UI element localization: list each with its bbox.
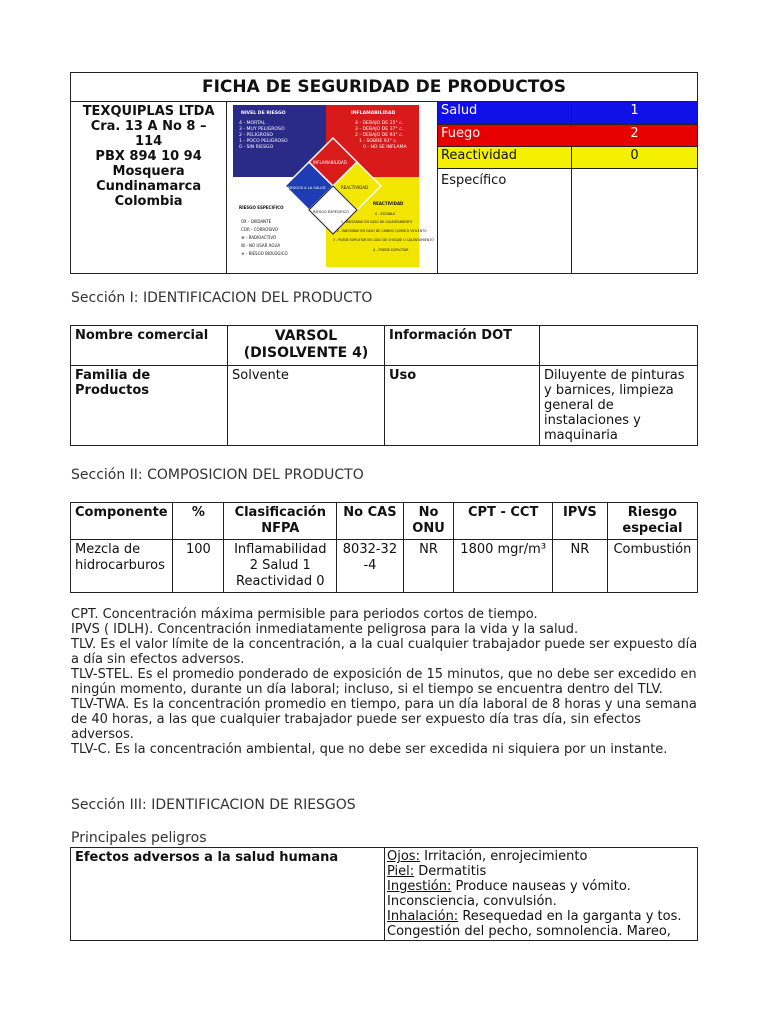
col-cas: No CAS [337,503,403,540]
label-inflam: INFLAMABILIDAD [313,160,348,165]
esp-item: W - NO USAR AGUA [241,243,281,248]
cell-riesgo: Combustión [607,540,697,593]
effect-value: Dermatitis [414,864,487,879]
effect-key: Ojos: [387,849,420,864]
nfpa-row-fuego [438,124,697,146]
esp-item: OX - OXIDANTE [241,219,272,224]
effect-key: Piel: [387,864,415,879]
abbreviation-notes [71,607,701,757]
inflam-item: 0 - NO SE INFLAMA [363,145,407,150]
cell-cpt: 1800 mgr/m³ [454,540,552,593]
salud-label: Efectos adversos a la salud humana [71,848,385,941]
nivel-item: 4 - MORTAL [239,121,266,126]
effect-key: Ingestión: [387,879,452,894]
note-tlv-stel: TLV-STEL. Es el promedio ponderado de exposición de 15 minutos, que no debe ser excedido en ningún momento, durante un día laboral; incluso, si el tiempo se encuentra dentro del TLV. [71,667,697,697]
company-state: Cundinamarca [96,179,202,194]
product-id-table [70,325,698,446]
document-title: FICHA DE SEGURIDAD DE PRODUCTOS [71,73,698,102]
nivel-item: 0 - SIN RIESGO [239,145,274,150]
react-item: 3 - PUEDE EXPLOTAR EN CASO DE CHOQUE O CALENTAMIENTO [333,238,434,242]
familia-value: Solvente [228,366,385,446]
col-porcentaje: % [173,503,224,540]
note-cpt: CPT. Concentración máxima permisible para periodos cortos de tiempo. [71,607,538,622]
cell-porcentaje: 100 [173,540,224,593]
col-onu: No ONU [403,503,454,540]
effect-ingestion [387,879,695,909]
section-2-heading: Sección II: COMPOSICION DEL PRODUCTO [71,467,364,483]
effect-value: Resequedad en la garganta y tos. Congestión del pecho, somnolencia. Mareo, [387,909,682,939]
effect-piel [387,864,695,879]
familia-label: Familia de Productos [71,366,228,446]
effect-key: Inhalación: [387,909,459,924]
uso-value: Diluyente de pinturas y barnices, limpieza general de instalaciones y maquinaria [540,366,698,446]
nfpa-label: Reactividad [438,146,572,168]
company-country: Colombia [114,194,183,209]
note-tlv-c: TLV-C. Es la concentración ambiental, que no debe ser excedida ni siquiera por un instante. [71,742,668,757]
header-table [70,72,698,274]
col-ipvs: IPVS [552,503,607,540]
company-name: TEXQUIPLAS LTDA [82,104,215,119]
salud-effects [385,848,698,941]
note-ipvs: IPVS ( IDLH). Concentración inmediatamente peligrosa para la vida y la salud. [71,622,579,637]
inflam-title: INFLAMABILIDAD [351,111,396,116]
nfpa-value: 0 [571,146,697,168]
note-tlv-twa: TLV-TWA. Es la concentración promedio en tiempo, para un día laboral de 8 horas y una semana de 40 horas, a las que cualquier trabajador puede ser expuesto día tras día, sin efectos adversos. [71,697,697,742]
nfpa-label: Fuego [438,124,572,146]
col-riesgo: Riesgo especial [607,503,697,540]
react-item: 0 - ESTABLE [375,212,396,216]
nivel-item: 2 - PELIGROSO [239,133,274,138]
nivel-item: 1 - POCO PELIGROSO [239,139,288,144]
nfpa-value: 1 [571,102,697,124]
label-esp: RIESGO ESPECIFICO [313,210,350,214]
effect-value: Irritación, enrojecimiento [419,849,588,864]
composition-table [70,502,698,593]
nombre-label: Nombre comercial [71,326,228,366]
nfpa-ratings-cell [437,102,697,274]
nfpa-diamond-image [233,105,434,267]
company-info [71,102,227,274]
inflam-item: 1 - SOBRE 93° c. [359,139,398,144]
composition-row [71,540,698,593]
esp-item: ☢ - RADIOACTIVO [241,235,277,240]
cell-cas: 8032-32-4 [337,540,403,593]
esp-item: COR - CORROSIVO [241,227,279,232]
nivel-item: 3 - MUY PELIGROSO [239,127,285,132]
nombre-value: VARSOL (DISOLVENTE 4) [228,326,385,366]
nfpa-diamond-cell [227,102,438,274]
cell-clasificacion: Inflamabilidad 2 Salud 1 Reactividad 0 [224,540,337,593]
col-clasificacion: Clasificación NFPA [224,503,337,540]
dot-value [540,326,698,366]
react-title: REACTIVIDAD [373,201,404,206]
label-react: REACTIVIDAD [341,185,369,190]
nfpa-ratings-table [438,102,697,273]
principales-peligros-heading: Principales peligros [71,830,207,846]
nfpa-label: Salud [438,102,572,124]
react-item: 2 - INESTABLE EN CASO DE CAMBIO QUIMICO VIOLENTO [337,229,427,233]
cell-onu: NR [403,540,454,593]
col-componente: Componente [71,503,173,540]
nfpa-row-especifico [438,168,697,273]
nfpa-row-salud [438,102,697,124]
label-salud: RIESGOS A LA SALUD [287,186,326,190]
esp-item: ☣ - RIESGO BIOLOGICO [241,251,288,256]
nfpa-value [571,168,697,273]
section-3-heading: Sección III: IDENTIFICACION DE RIESGOS [71,797,356,813]
uso-label: Uso [385,366,540,446]
cell-ipvs: NR [552,540,607,593]
nfpa-label: Específico [438,168,572,273]
col-cpt: CPT - CCT [454,503,552,540]
note-tlv: TLV. Es el valor límite de la concentración, a la cual cualquier trabajador puede ser expuesto día a día sin efectos adversos. [71,637,698,667]
react-item: 1 - INESTABLE EN CASO DE CALENTAMIENTO [341,220,413,224]
effect-inhalacion [387,909,695,939]
effect-ojos [387,849,695,864]
company-city: Mosquera [112,164,185,179]
company-address: Cra. 13 A No 8 – 114 [90,119,207,149]
react-item: 4 - PUEDE EXPLOTAR [373,248,409,252]
inflam-item: 2 - DEBAJO DE 93° c. [355,133,404,138]
nivel-title: NIVEL DE RIESGO [241,111,286,116]
inflam-item: 3 - DEBAJO DE 37° c. [355,127,404,132]
company-phone: PBX 894 10 94 [95,149,202,164]
nfpa-row-reactividad [438,146,697,168]
esp-title: RIESGO ESPECIFICO [239,205,284,210]
inflam-item: 4 - DEBAJO DE 25° c. [355,121,404,126]
section-1-heading: Sección I: IDENTIFICACION DEL PRODUCTO [71,290,373,306]
dot-label: Información DOT [385,326,540,366]
nfpa-value: 2 [571,124,697,146]
hazards-table [70,847,698,941]
cell-componente: Mezcla de hidrocarburos [71,540,173,593]
effect-value: Produce nauseas y vómito. Inconsciencia, convulsión. [387,879,631,909]
